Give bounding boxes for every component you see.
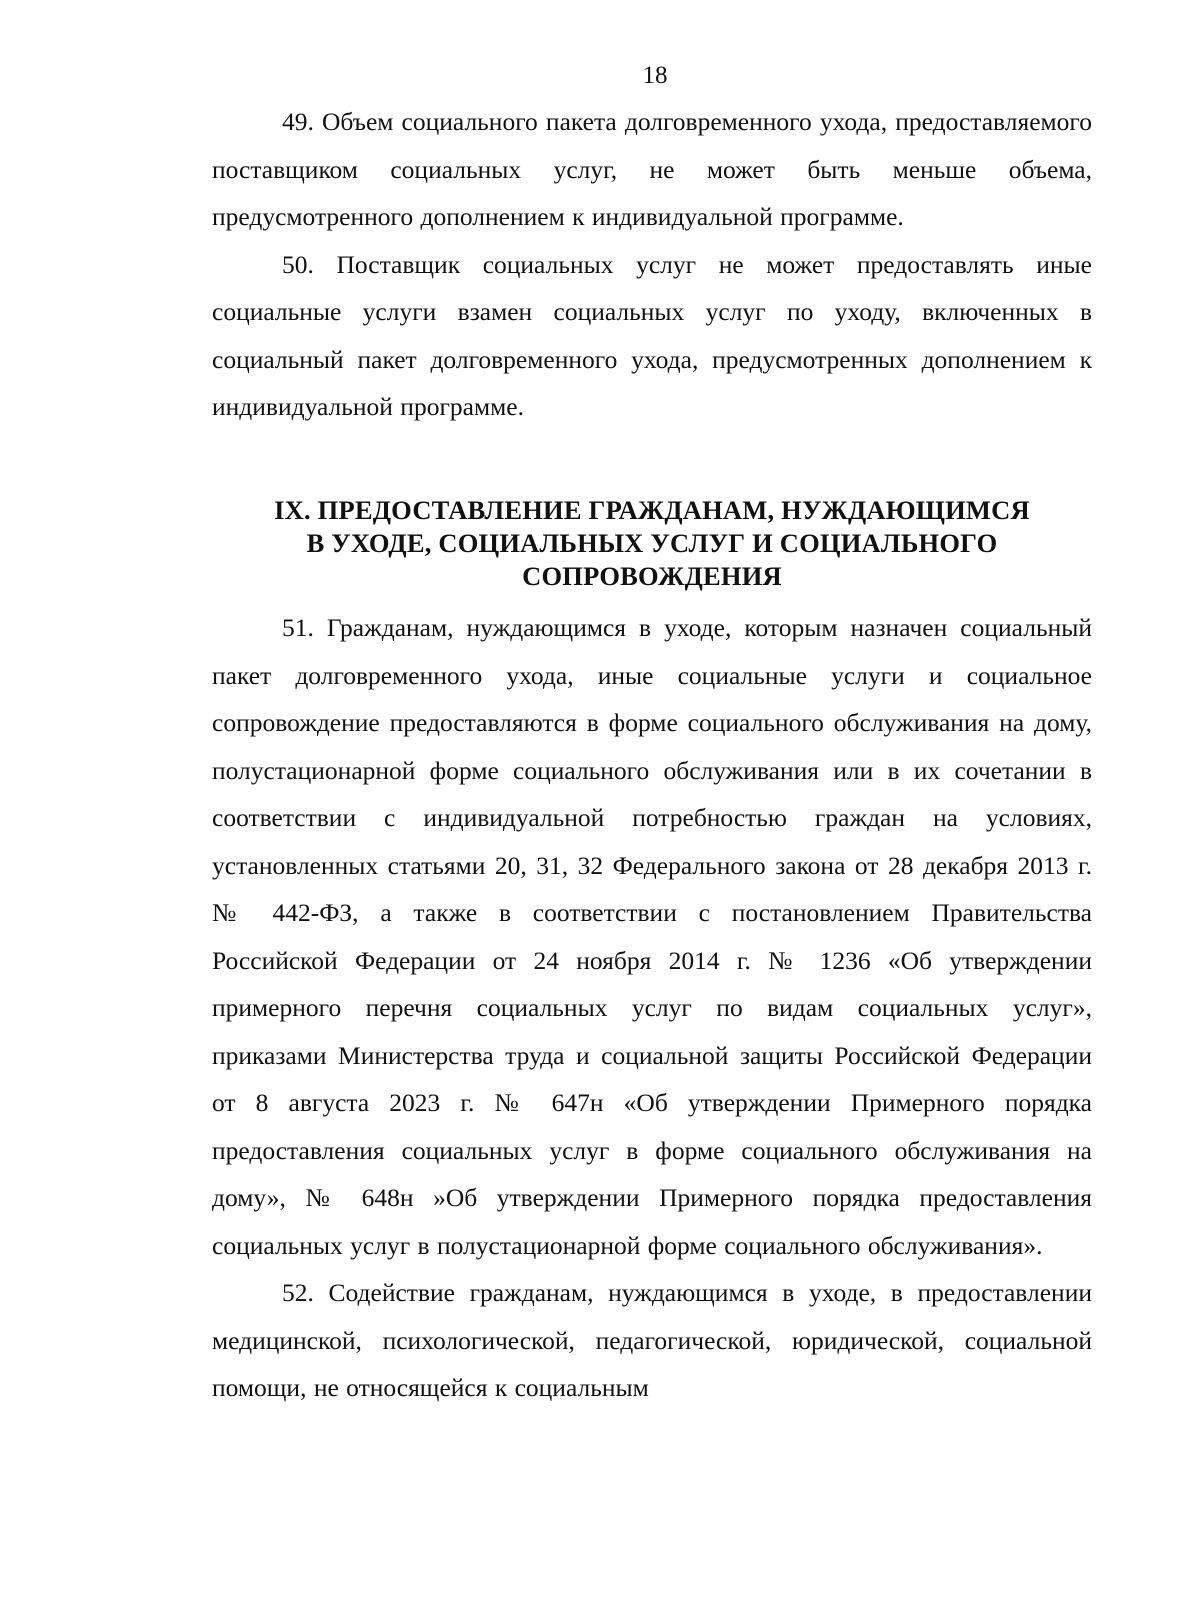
paragraph-51: 51. Гражданам, нуждающимся в уходе, которым назначен социальный пакет долговременного ухода, иные социальные услуги и социальное сопровождение предоставляются в форме социального обслуживания на дому, полустационарной форме социального обслуживания или в их сочетании в соответствии с индивидуальной потребностью граждан на условиях, установленных статьями 20, 31, 32 Федерального закона от 28 декабря 2013 г. № 442-ФЗ, а также в соответствии с постановлением Правительства Российской Федерации от 24 ноября 2014 г. № 1236 «Об утверждении примерного перечня социальных услуг по видам социальных услуг», приказами Министерства труда и социальной защиты Российской Федерации от 8 августа 2023 г. № 647н «Об утверждении Примерного порядка предоставления социальных услуг в форме социального обслуживания на дому», № 648н »Об утверждении Примерного порядка предоставления социальных услуг в полустационарной форме социального обслуживания». — [212, 613, 1092, 1260]
text-block-top — [212, 98, 1092, 431]
page-number: 18 — [642, 62, 668, 89]
section-heading-line-3: СОПРОВОЖДЕНИЯ — [522, 561, 782, 591]
section-heading — [212, 494, 1092, 593]
section-heading-line-1: IX. ПРЕДОСТАВЛЕНИЕ ГРАЖДАНАМ, НУЖДАЮЩИМСЯ — [274, 495, 1030, 525]
paragraph-49: 49. Объем социального пакета долговременного ухода, предоставляемого поставщиком социальных услуг, не может быть меньше объема, предусмотренного дополнением к индивидуальной программе. — [212, 107, 1092, 231]
paragraph-50: 50. Поставщик социальных услуг не может предоставлять иные социальные услуги взамен социальных услуг по уходу, включенных в социальный пакет долговременного ухода, предусмотренных дополнением к индивидуальной программе. — [212, 249, 1092, 421]
paragraph-52: 52. Содействие гражданам, нуждающимся в уходе, в предоставлении медицинской, психологической, педагогической, юридической, социальной помощи, не относящейся к социальным — [212, 1278, 1092, 1402]
text-block-bottom — [212, 604, 1092, 1412]
section-heading-line-2: В УХОДЕ, СОЦИАЛЬНЫХ УСЛУГ И СОЦИАЛЬНОГО — [306, 528, 998, 558]
